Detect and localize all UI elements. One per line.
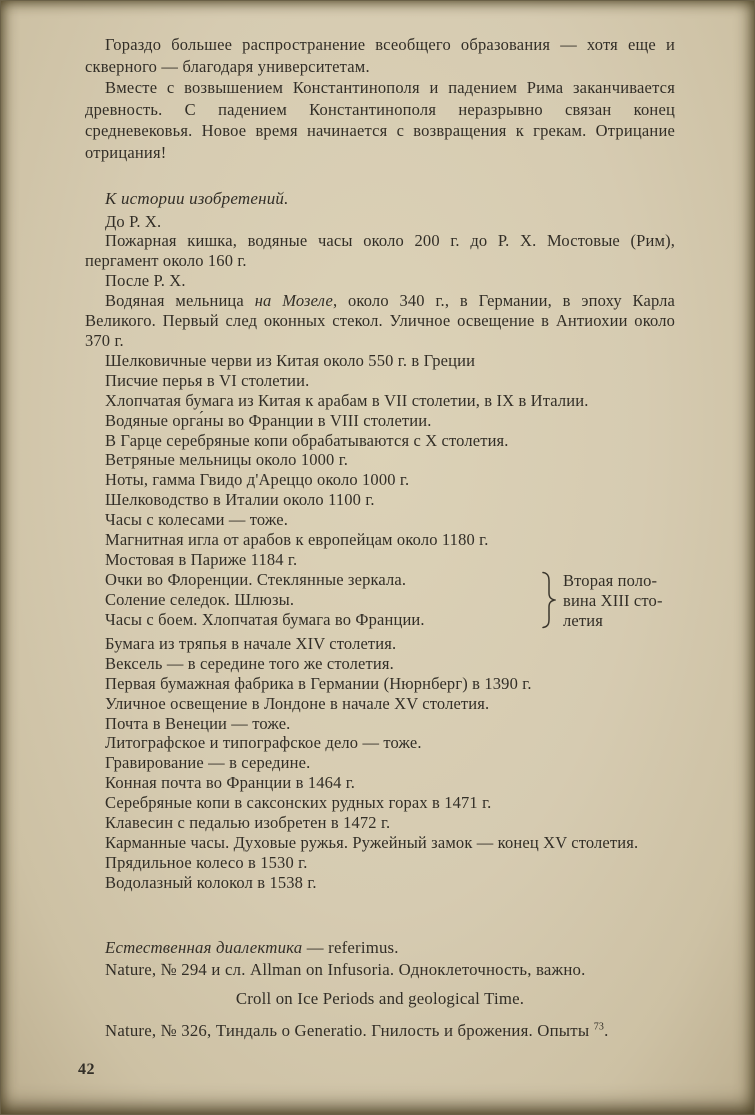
invention-item: Шелковичные черви из Китая около 550 г. в Греции (105, 350, 476, 370)
invention-item: Хлопчатая бумага из Китая к арабам в VII столетии, в IX в Италии. (105, 390, 589, 410)
brace-note-line: Вторая поло- (563, 570, 658, 590)
invention-item: В Гарце серебряные копи обрабатываются с X столетия. (105, 430, 509, 450)
brace-note-line: вина XIII сто- (563, 590, 663, 610)
mill-text-italic: на Мозеле (254, 291, 333, 311)
intro-paragraph-1: Гораздо большее распространение всеобщего образования — хотя еще и скверного — благодаря университетам. (85, 35, 675, 76)
invention-item: Пожарная кишка, водяные часы около 200 г. до Р. Х. Мостовые (Рим), пергамент около 160 г. (85, 231, 675, 271)
invention-item: До Р. Х. (105, 211, 162, 231)
invention-item: Карманные часы. Духовые ружья. Ружейный замок — конец XV столетия. (105, 832, 639, 852)
invention-item: Мостовая в Париже 1184 г. (105, 549, 298, 569)
inventions-heading: К истории изобретений. (105, 188, 289, 208)
dialectics-heading-italic: Естественная диалектика (105, 937, 303, 957)
invention-item: Конная почта во Франции в 1464 г. (105, 773, 356, 793)
invention-item: Писчие перья в VI столетии. (105, 370, 310, 390)
invention-item: Бумага из тряпья в начале XIV столетия. (105, 633, 397, 653)
dialectics-heading (85, 937, 675, 958)
invention-item: Гравирование — в середине. (105, 753, 311, 773)
invention-item: Уличное освещение в Лондоне в начале XV столетия. (105, 693, 490, 713)
invention-item: Соление селедок. Шлюзы. (105, 589, 295, 609)
invention-item: Часы с боем. Хлопчатая бумага во Франции. (105, 609, 425, 629)
brace-left-items (85, 570, 537, 630)
invention-item: Часы с колесами — тоже. (105, 510, 288, 530)
invention-item: Литографское и типографское дело — тоже. (105, 733, 422, 753)
right-brace-icon (541, 571, 556, 634)
dialectics-note-nature-326 (85, 1020, 675, 1041)
intro-paragraph-2: Вместе с возвышением Константинополя и падением Рима заканчивается древность. С падением Константинополя неразрывно связан конец средневековья. Новое время начинается с возвращения к грекам. Отрицание отрицания! (85, 78, 675, 162)
invention-item: Прядильное колесо в 1530 г. (105, 852, 308, 872)
dialectics-heading-rest: — referimus. (302, 937, 399, 957)
invention-item: Очки во Флоренции. Стеклянные зеркала. (105, 569, 407, 589)
inventions-section (85, 189, 675, 893)
mill-text-suffix: , около 340 г., в Германии, в эпоху Карла Великого. Первый след оконных стекол. Уличное освещение в Антиохии около 370 г. (85, 291, 676, 350)
page-number: 42 (78, 1061, 95, 1078)
mill-text-prefix: Водяная мельница (105, 291, 255, 311)
invention-item: Магнитная игла от арабов к европейцам около 1180 г. (105, 530, 489, 550)
invention-item: Водолазный колокол в 1538 г. (105, 872, 317, 892)
brace-note-line: летия (563, 610, 603, 630)
invention-item: Вексель — в середине того же столетия. (105, 653, 394, 673)
invention-item: Шелководство в Италии около 1100 г. (105, 490, 375, 510)
invention-item-water-mill (85, 291, 675, 351)
footnote-marker: 73 (593, 1021, 605, 1033)
brace-group-13th-century (85, 570, 675, 634)
note-tail-text: . (604, 1020, 609, 1040)
intro-section (85, 34, 675, 164)
brace-note-text (563, 570, 663, 631)
dialectics-note-nature-294: Nature, № 294 и сл. Allman on Infusoria. Одноклеточность, важно. (105, 959, 586, 979)
dialectics-note-croll: Croll on Ice Periods and geological Time. (235, 988, 525, 1008)
invention-item: Водяные орга́ны во Франции в VIII столетии. (105, 410, 432, 430)
invention-item: Серебряные копи в саксонских рудных горах в 1471 г. (105, 793, 492, 813)
note-main-text: Nature, № 326, Тиндаль о Generatio. Гнилость и брожения. Опыты (105, 1020, 594, 1040)
natural-dialectics-section (85, 937, 675, 1041)
invention-item: После Р. Х. (105, 271, 186, 291)
invention-item: Почта в Венеции — тоже. (105, 713, 291, 733)
invention-item: Первая бумажная фабрика в Германии (Нюрнберг) в 1390 г. (105, 673, 532, 693)
invention-item: Клавесин с педалью изобретен в 1472 г. (105, 813, 391, 833)
invention-item: Ветряные мельницы около 1000 г. (105, 450, 349, 470)
invention-item: Ноты, гамма Гвидо д'Ареццо около 1000 г. (105, 470, 410, 490)
